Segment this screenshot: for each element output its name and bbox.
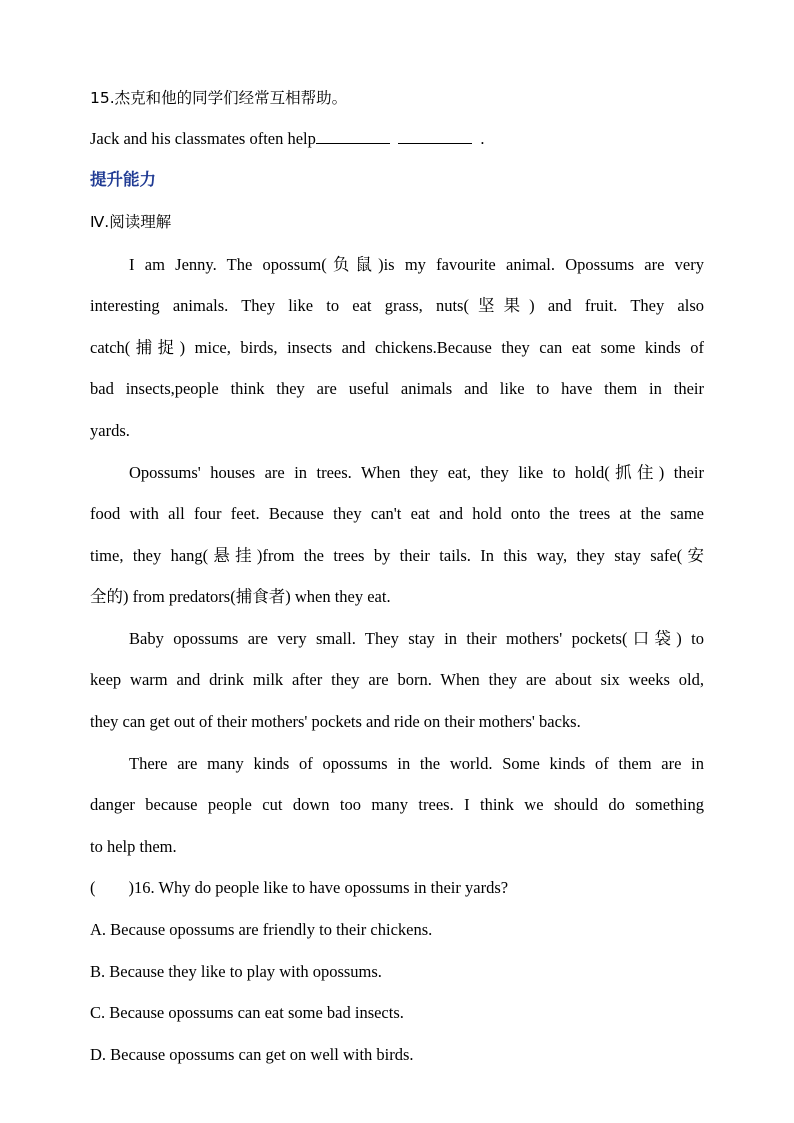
q16-option-d[interactable]: D. Because opossums can get on well with birds. (90, 1045, 414, 1064)
passage-p1-line-4: bad insects,people think they are useful animals and like to have them in their (90, 379, 704, 398)
q15-blank-1[interactable] (316, 129, 390, 144)
q16-option-b[interactable]: B. Because they like to play with opossums. (90, 962, 382, 981)
q15-sentence-end: . (480, 129, 485, 148)
passage-p2-line-2: food with all four feet. Because they can't eat and hold onto the trees at the same (90, 504, 704, 523)
passage-p4-line-3: to help them. (90, 837, 177, 856)
passage-p2-line-4: 全的) from predators(捕食者) when they eat. (90, 587, 391, 606)
passage-p2-line-1: Opossums' houses are in trees. When they eat, they like to hold(抓住) their (129, 463, 704, 482)
passage-p3-line-3: they can get out of their mothers' pockets and ride on their mothers' backs. (90, 712, 581, 731)
q16-option-a[interactable]: A. Because opossums are friendly to their chickens. (90, 920, 433, 939)
passage-p1-line-2: interesting animals. They like to eat grass, nuts(坚果) and fruit. They also (90, 296, 704, 315)
passage-p1-line-1: I am Jenny. The opossum(负鼠)is my favourite animal. Opossums are very (129, 255, 704, 274)
q15-blank-2[interactable] (398, 129, 472, 144)
passage-p3-line-2: keep warm and drink milk after they are born. When they are about six weeks old, (90, 670, 704, 689)
q15-prompt: 15.杰克和他的同学们经常互相帮助。 (90, 89, 348, 107)
q16-option-c[interactable]: C. Because opossums can eat some bad insects. (90, 1003, 404, 1022)
passage-p4-line-1: There are many kinds of opossums in the world. Some kinds of them are in (129, 754, 704, 773)
q15-sentence-start: Jack and his classmates often help (90, 129, 316, 148)
passage-p2-line-3: time, they hang(悬挂)from the trees by their tails. In this way, they stay safe(安 (90, 546, 704, 565)
passage-p4-line-2: danger because people cut down too many trees. I think we should do something (90, 795, 704, 814)
q16-stem: ( )16. Why do people like to have opossums in their yards? (90, 878, 509, 897)
passage-p3-line-1: Baby opossums are very small. They stay in their mothers' pockets(口袋) to (129, 629, 704, 648)
part-label: Ⅳ.阅读理解 (90, 213, 172, 231)
q15-sentence (90, 129, 704, 149)
passage-p1-line-5: yards. (90, 421, 130, 440)
section-title: 提升能力 (90, 170, 156, 189)
passage-p1-line-3: catch(捕捉) mice, birds, insects and chickens.Because they can eat some kinds of (90, 338, 704, 357)
